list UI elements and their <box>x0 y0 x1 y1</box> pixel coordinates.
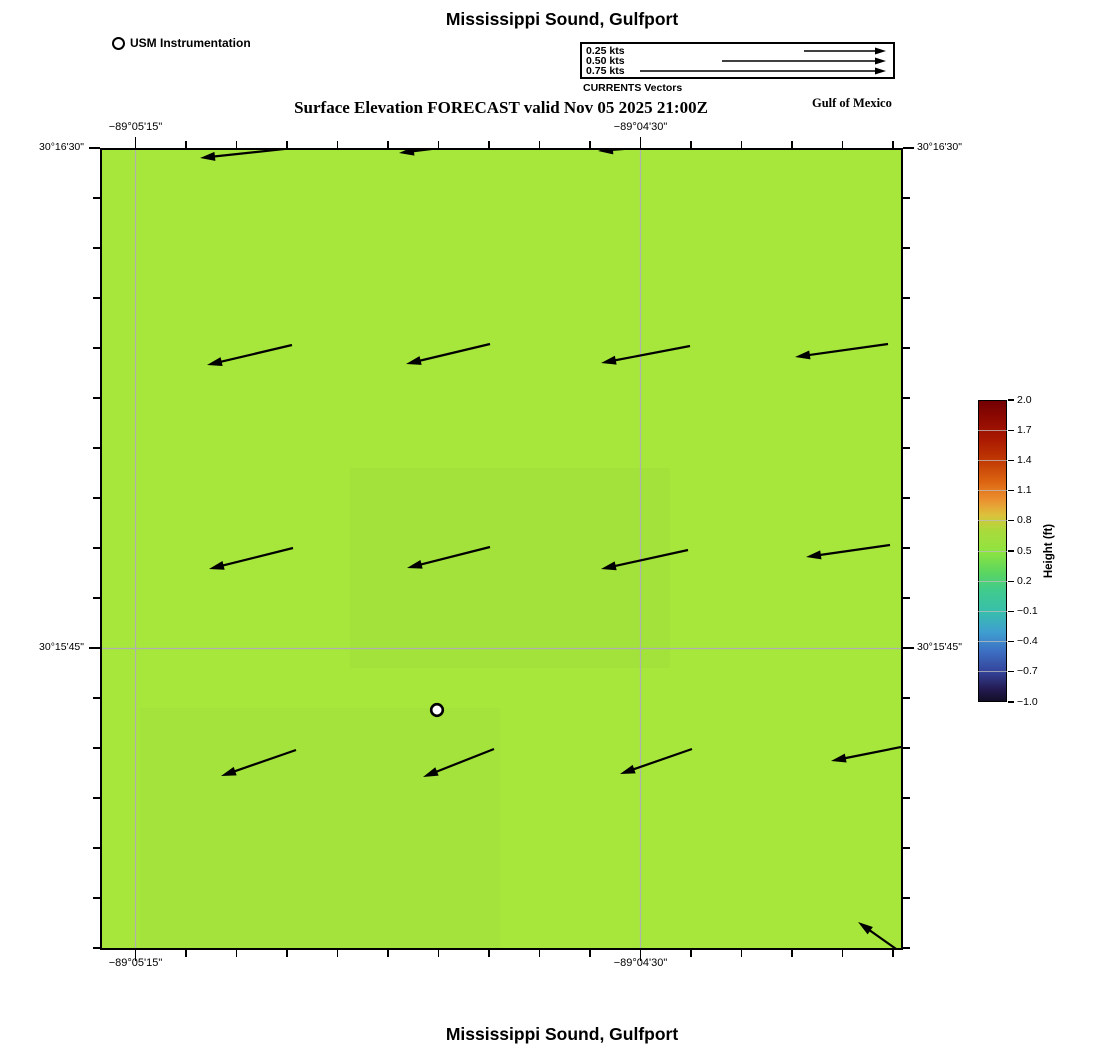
current-arrow-shaft <box>809 344 888 355</box>
x-tick-top <box>690 141 692 148</box>
colorbar-grid-line <box>978 490 1007 491</box>
x-tick-bottom <box>387 950 389 957</box>
current-arrow-head <box>620 765 636 774</box>
colorbar-tick <box>1008 490 1014 491</box>
y-tick-left <box>93 747 100 749</box>
x-tick-top <box>236 141 238 148</box>
y-tick-left <box>93 947 100 949</box>
top-title: Mississippi Sound, Gulfport <box>445 9 679 29</box>
current-arrow-head <box>806 550 821 559</box>
current-arrow-head <box>601 356 617 365</box>
colorbar-grid-line <box>978 581 1007 582</box>
x-tick-bottom <box>842 950 844 957</box>
y-tick-right <box>903 847 910 849</box>
x-tick-bottom <box>236 950 238 957</box>
bottom-title: Mississippi Sound, Gulfport <box>445 1024 679 1044</box>
x-tick-bottom <box>488 950 490 957</box>
current-arrow-shaft <box>615 346 690 360</box>
current-arrow-head <box>200 152 215 161</box>
x-tick-top <box>842 141 844 148</box>
lon-axis-label-top: −89°05'15" <box>108 121 163 133</box>
colorbar-tick-label: 0.8 <box>1017 514 1032 527</box>
x-tick-top <box>589 141 591 148</box>
x-tick-bottom <box>690 950 692 957</box>
colorbar-tick <box>1008 399 1014 400</box>
legend-arrow-head <box>875 68 886 75</box>
y-tick-right <box>903 897 910 899</box>
y-tick-left <box>93 897 100 899</box>
y-tick-left <box>93 397 100 399</box>
current-arrow-shaft <box>214 148 312 157</box>
x-tick-top <box>286 141 288 148</box>
x-tick-bottom <box>589 950 591 957</box>
colorbar-title: Height (ft) <box>1043 523 1055 579</box>
colorbar-tick-label: 1.4 <box>1017 453 1032 466</box>
current-arrow-head <box>399 148 414 156</box>
x-tick-bottom <box>438 950 440 957</box>
x-tick-bottom <box>185 950 187 957</box>
colorbar-tick <box>1008 581 1014 582</box>
y-tick-left <box>89 647 100 649</box>
colorbar-tick <box>1008 671 1014 672</box>
colorbar-tick-label: 0.2 <box>1017 574 1032 587</box>
colorbar-grid-line <box>978 460 1007 461</box>
colorbar-tick <box>1008 641 1014 642</box>
colorbar-tick <box>1008 701 1014 702</box>
current-arrow-shaft <box>223 548 293 566</box>
lat-axis-label-right: 30°15'45" <box>917 641 962 653</box>
colorbar-tick <box>1008 460 1014 461</box>
x-tick-top <box>337 141 339 148</box>
y-tick-left <box>93 797 100 799</box>
x-tick-top <box>488 141 490 148</box>
current-arrow-head <box>406 356 422 365</box>
current-arrow-shaft <box>845 746 903 758</box>
legend-speed-label: 0.75 kts <box>586 65 625 77</box>
x-tick-top <box>892 141 894 148</box>
y-tick-left <box>93 497 100 499</box>
lat-axis-label-right: 30°16'30" <box>917 141 962 153</box>
x-tick-top <box>387 141 389 148</box>
y-tick-left <box>93 597 100 599</box>
y-tick-right <box>903 747 910 749</box>
legend-arrow-head <box>875 58 886 65</box>
y-tick-right <box>903 397 910 399</box>
y-tick-right <box>903 647 914 649</box>
y-tick-right <box>903 197 910 199</box>
y-tick-right <box>903 447 910 449</box>
colorbar-grid-line <box>978 641 1007 642</box>
station-marker-icon <box>431 704 443 716</box>
current-arrow-head <box>858 922 873 934</box>
x-tick-bottom <box>892 950 894 957</box>
current-arrow-shaft <box>869 930 903 950</box>
colorbar-tick-label: 0.5 <box>1017 544 1032 557</box>
y-tick-left <box>93 547 100 549</box>
subtitle: Surface Elevation FORECAST valid Nov 05 2025 21:00Z <box>294 98 708 117</box>
x-tick-bottom <box>539 950 541 957</box>
x-tick-bottom <box>337 950 339 957</box>
current-arrow-shaft <box>612 148 700 150</box>
colorbar-grid-line <box>978 551 1007 552</box>
usm-legend <box>112 36 251 50</box>
field-shade-patch <box>140 708 500 948</box>
map-area <box>100 148 903 950</box>
colorbar-tick-label: −0.7 <box>1017 665 1038 678</box>
current-arrow-shaft <box>820 545 890 555</box>
colorbar-tick <box>1008 611 1014 612</box>
current-arrow-head <box>207 357 223 366</box>
lat-axis-label-left: 30°16'30" <box>39 141 84 153</box>
y-tick-right <box>903 797 910 799</box>
y-tick-right <box>903 347 910 349</box>
colorbar-tick-label: −0.1 <box>1017 604 1038 617</box>
lat-axis-label-left: 30°15'45" <box>39 641 84 653</box>
gulf-of-mexico-label: Gulf of Mexico <box>812 96 892 110</box>
colorbar-tick <box>1008 520 1014 521</box>
y-tick-right <box>903 147 914 149</box>
x-tick-top <box>135 137 137 148</box>
x-tick-bottom <box>741 950 743 957</box>
y-tick-right <box>903 947 910 949</box>
colorbar-grid-line <box>978 430 1007 431</box>
current-arrow-shaft <box>420 344 490 361</box>
y-tick-right <box>903 547 910 549</box>
legend-speed-label: 0.25 kts <box>586 45 625 57</box>
station-marker-icon <box>112 37 125 50</box>
colorbar-tick <box>1008 430 1014 431</box>
current-arrow-shaft <box>221 345 292 362</box>
field-shade-patch <box>350 468 670 668</box>
y-tick-right <box>903 497 910 499</box>
y-tick-right <box>903 597 910 599</box>
colorbar-tick-label: 1.1 <box>1017 484 1032 497</box>
y-tick-left <box>93 297 100 299</box>
lon-axis-label-bottom: −89°04'30" <box>613 957 668 969</box>
current-arrow-shaft <box>413 148 472 151</box>
colorbar-tick-label: 2.0 <box>1017 393 1032 406</box>
y-tick-left <box>93 847 100 849</box>
colorbar-grid-line <box>978 611 1007 612</box>
current-arrow-head <box>831 754 847 763</box>
currents-caption: CURRENTS Vectors <box>583 82 683 94</box>
colorbar-grid-line <box>978 671 1007 672</box>
legend-arrow-head <box>875 48 886 55</box>
colorbar-tick-label: 1.7 <box>1017 423 1032 436</box>
colorbar-grid-line <box>978 520 1007 521</box>
legend-speed-label: 0.50 kts <box>586 55 625 67</box>
y-tick-right <box>903 247 910 249</box>
y-tick-left <box>93 697 100 699</box>
x-tick-top <box>539 141 541 148</box>
x-tick-bottom <box>286 950 288 957</box>
y-tick-left <box>93 197 100 199</box>
legend-arrows <box>582 44 893 77</box>
current-arrow-shaft <box>633 749 692 769</box>
lon-axis-label-top: −89°04'30" <box>613 121 668 133</box>
current-arrow-head <box>598 148 613 154</box>
colorbar-tick <box>1008 550 1014 551</box>
currents-legend-box <box>580 42 895 79</box>
usm-legend-label: USM Instrumentation <box>130 36 251 50</box>
y-tick-right <box>903 297 910 299</box>
y-tick-left <box>89 147 100 149</box>
y-tick-left <box>93 247 100 249</box>
y-tick-left <box>93 347 100 349</box>
x-tick-top <box>185 141 187 148</box>
x-tick-bottom <box>791 950 793 957</box>
x-tick-top <box>791 141 793 148</box>
x-tick-top <box>640 137 642 148</box>
colorbar-tick-label: −1.0 <box>1017 695 1038 708</box>
y-tick-right <box>903 697 910 699</box>
current-arrow-head <box>209 561 225 570</box>
vector-field-layer <box>100 148 903 950</box>
x-tick-top <box>741 141 743 148</box>
lon-axis-label-bottom: −89°05'15" <box>108 957 163 969</box>
y-tick-left <box>93 447 100 449</box>
colorbar-tick-label: −0.4 <box>1017 635 1038 648</box>
current-arrow-head <box>795 350 810 359</box>
x-tick-top <box>438 141 440 148</box>
